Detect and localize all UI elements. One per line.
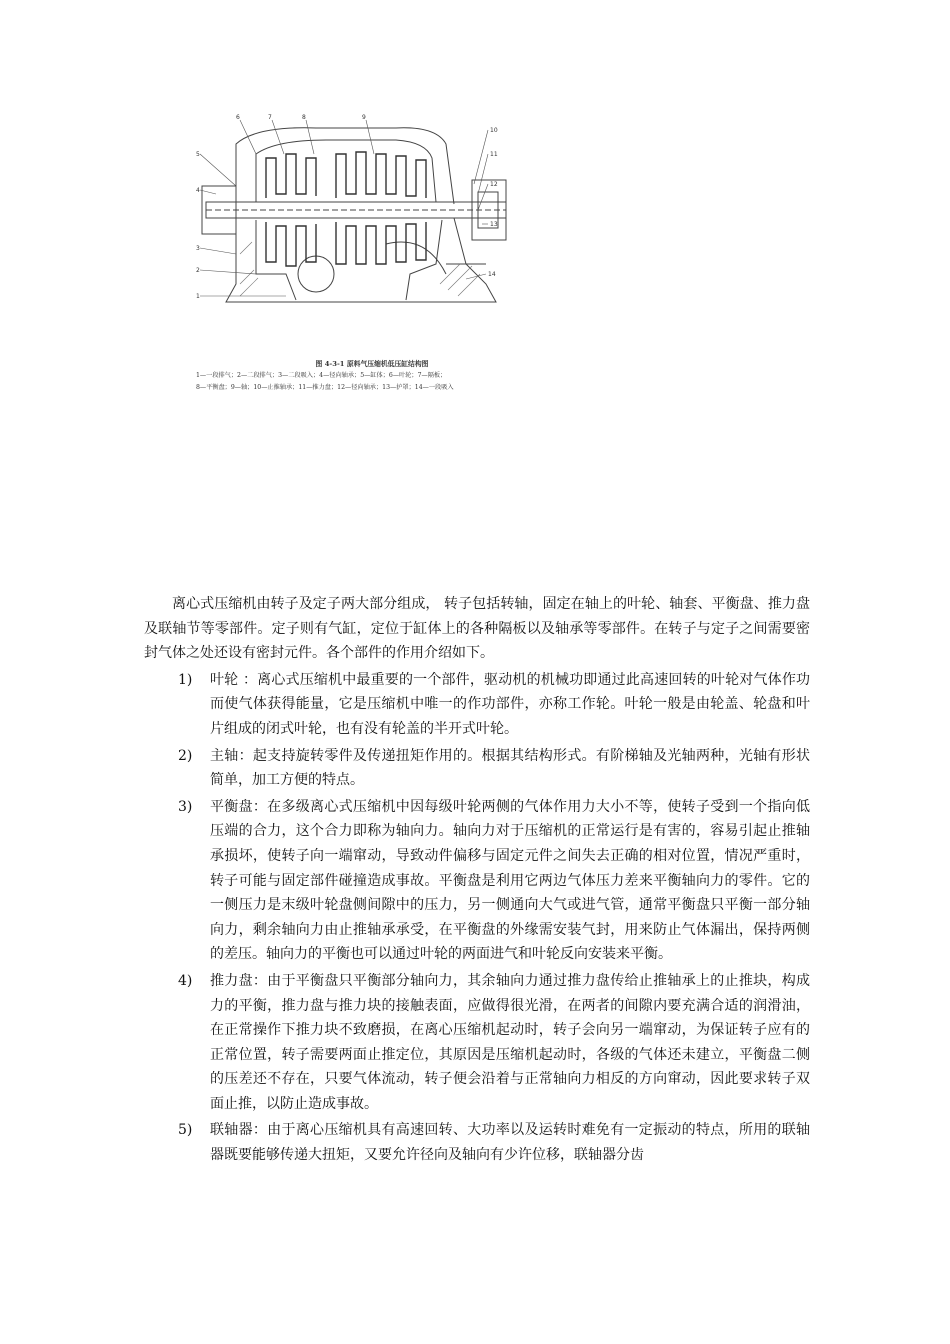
list-item-text: 叶轮 ：离心式压缩机中最重要的一个部件，驱动机的机械功即通过此高速回转的叶轮对气体作功而使气体获得能量，它是压缩机中唯一的作功部件，亦称工作轮。叶轮一般是由轮盖、轮盘和叶片组成的闭式叶轮，也有没有轮盖的半开式叶轮。 bbox=[210, 671, 810, 737]
callout-2: 2 bbox=[196, 267, 200, 274]
callout-9: 9 bbox=[362, 114, 366, 121]
list-item-number: 1) bbox=[178, 671, 193, 688]
list-item bbox=[144, 668, 810, 742]
list-item bbox=[144, 795, 810, 967]
callout-12: 12 bbox=[490, 181, 498, 188]
callout-7: 7 bbox=[268, 114, 272, 121]
list-item-text: 推力盘：由于平衡盘只平衡部分轴向力，其余轴向力通过推力盘传给止推轴承上的止推块，构成力的平衡，推力盘与推力块的接触表面，应做得很光滑，在两者的间隙内要充满合适的润滑油，在正常操作下推力块不致磨损，在离心压缩机起动时，转子会向另一端窜动，为保证转子应有的正常位置，转子需要两面止推定位，其原因是压缩机起动时，各级的气体还未建立，平衡盘二侧的压差还不存在，只要气体流动，转子便会沿着与正常轴向力相反的方向窜动，因此要求转子双面止推，以防止造成事故。 bbox=[210, 972, 810, 1112]
list-item-text: 联轴器：由于离心压缩机具有高速回转、大功率以及运转时难免有一定振动的特点，所用的联轴器既要能够传递大扭矩，又要允许径向及轴向有少许位移，联轴器分齿 bbox=[210, 1122, 810, 1164]
callout-13: 13 bbox=[490, 221, 498, 228]
impellers-lower bbox=[266, 222, 426, 266]
upper-casing bbox=[236, 128, 454, 204]
figure-caption-line-2: 8—平衡盘；9—轴；10—止推轴承；11—推力盘；12—径向轴承；13—护罩；14—一段吸入 bbox=[196, 384, 454, 391]
callout-3: 3 bbox=[196, 245, 200, 252]
list-item-number: 3) bbox=[178, 798, 193, 815]
list-item-number: 2) bbox=[178, 747, 193, 764]
callout-10: 10 bbox=[490, 127, 498, 134]
list-item-text: 主轴：起支持旋转零件及传递扭矩作用的。根据其结构形式。有阶梯轴及光轴两种，光轴有形状简单，加工方便的特点。 bbox=[210, 747, 810, 789]
list-item bbox=[144, 1118, 810, 1167]
list-item-number: 5) bbox=[178, 1122, 193, 1139]
callout-14: 14 bbox=[488, 271, 496, 278]
list-item-text: 平衡盘：在多级离心式压缩机中因每级叶轮两侧的气体作用力大小不等，使转子受到一个指向低压端的合力，这个合力即称为轴向力。轴向力对于压缩机的正常运行是有害的，容易引起止推轴承损坏，使转子向一端窜动，导致动件偏移与固定元件之间失去正确的相对位置，情况严重时，转子可能与固定部件碰撞造成事故。平衡盘是利用它两边气体压力差来平衡轴向力的零件。它的一侧压力是末级叶轮盘侧间隙中的压力，另一侧通向大气或进气管，通常平衡盘只平衡一部分轴向力，剩余轴向力由止推轴承承受，在平衡盘的外缘需安装气封，用来防止气体漏出，保持两侧的差压。轴向力的平衡也可以通过叶轮的两面进气和叶轮反向安装来平衡。 bbox=[210, 798, 810, 963]
callout-4: 4 bbox=[196, 187, 200, 194]
callout-1: 1 bbox=[196, 293, 200, 300]
list-item bbox=[144, 744, 810, 793]
figure-caption bbox=[196, 358, 548, 394]
intro-paragraph: 离心式压缩机由转子及定子两大部分组成， 转子包括转轴，固定在轴上的叶轮、轴套、平衡盘、推力盘及联轴节等零部件。定子则有气缸，定位于缸体上的各种隔板以及轴承等零部件。在转子与定子之间需要密封气体之处还设有密封元件。各个部件的作用介绍如下。 bbox=[144, 596, 810, 662]
compressor-drawing bbox=[196, 114, 548, 354]
callout-6: 6 bbox=[236, 114, 240, 121]
callout-5: 5 bbox=[196, 151, 200, 158]
document-body bbox=[144, 592, 810, 1168]
figure-caption-line-1: 1—一段排气；2—二段排气；3—二段吸入；4—径向轴承；5—缸体；6—叶轮；7—隔板； bbox=[196, 372, 447, 379]
callout-11: 11 bbox=[490, 151, 498, 158]
list-item bbox=[144, 969, 810, 1117]
list-item-number: 4) bbox=[178, 972, 193, 989]
callout-8: 8 bbox=[302, 114, 306, 121]
impellers-upper bbox=[266, 152, 426, 198]
figure-caption-title: 图 4-3-1 原料气压缩机低压缸结构图 bbox=[315, 360, 429, 368]
component-list bbox=[144, 668, 810, 1168]
